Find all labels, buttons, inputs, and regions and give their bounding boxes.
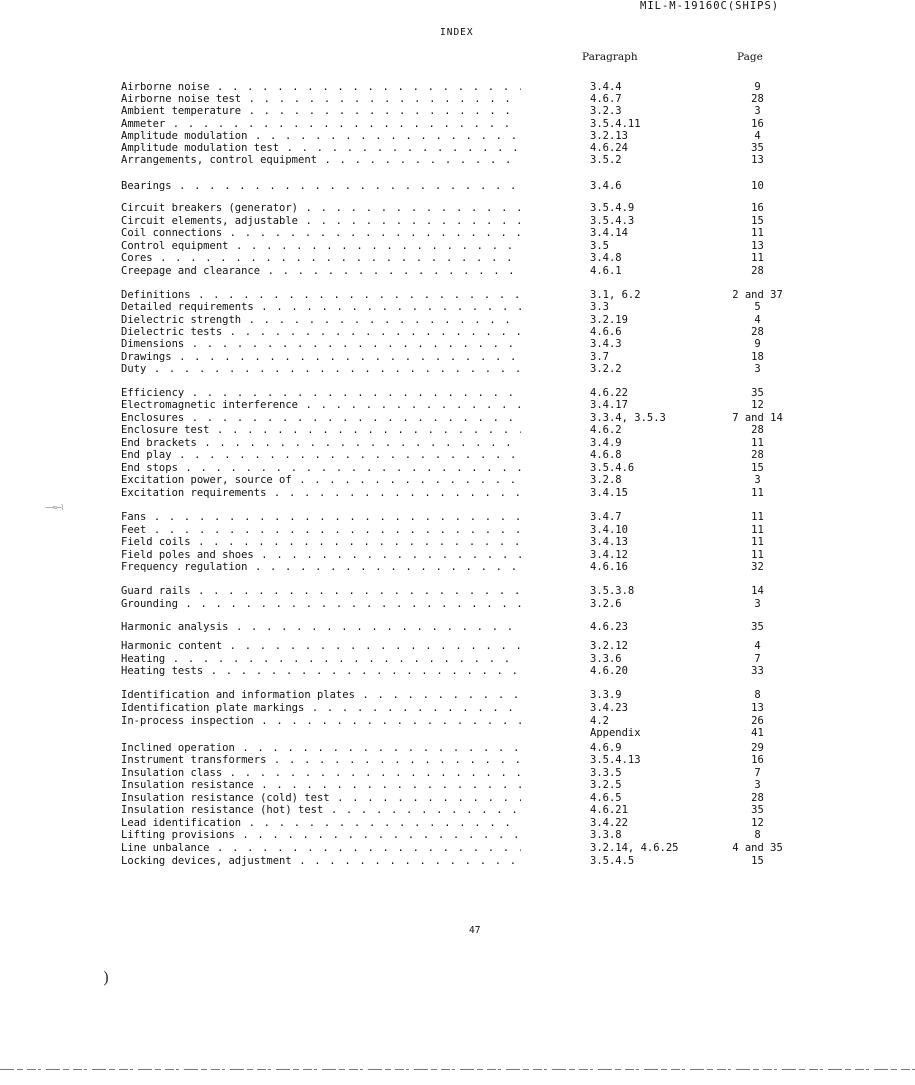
entry-paragraph: 3.5.4.11	[590, 118, 641, 130]
entry-page: 15	[751, 215, 764, 227]
index-entry	[0, 804, 915, 817]
stray-paren-mark: )	[103, 968, 110, 987]
entry-paragraph: 3.7	[590, 351, 609, 363]
entry-paragraph: 3.4.3	[590, 338, 622, 350]
entry-paragraph: 4.6.1	[590, 265, 622, 277]
entry-term: Coil connections . . .	[121, 227, 521, 240]
entry-term: Ambient temperature . . .	[121, 105, 521, 118]
entry-paragraph: 3.1, 6.2	[590, 289, 641, 301]
index-entry	[0, 511, 915, 524]
index-entry	[0, 399, 915, 412]
entry-paragraph: 4.6.8	[590, 449, 622, 461]
entry-page: 15	[751, 462, 764, 474]
entry-term: Identification plate markings . . .	[121, 702, 521, 715]
entry-paragraph: 3.4.14	[590, 227, 628, 239]
entry-term: Lifting provisions . . .	[121, 829, 521, 842]
entry-paragraph: 3.3	[590, 301, 609, 313]
entry-term: Insulation resistance . . .	[121, 779, 521, 792]
entry-page: 4	[754, 640, 761, 652]
entry-paragraph: 3.3.8	[590, 829, 622, 841]
entry-term: Amplitude modulation . . .	[121, 130, 521, 143]
entry-page: 16	[751, 754, 764, 766]
entry-page: 4	[754, 130, 761, 142]
entry-page: 7 and 14	[732, 412, 783, 424]
entry-term: Definitions . . .	[121, 289, 521, 302]
scan-edge-line	[0, 1068, 915, 1071]
entry-term: Creepage and clearance . . .	[121, 265, 521, 278]
index-entry	[0, 363, 915, 376]
document-id: MIL-M-19160C(SHIPS)	[640, 0, 780, 12]
entry-term: Heating . . .	[121, 653, 521, 666]
entry-paragraph: 3.2.2	[590, 363, 622, 375]
entry-paragraph: 3.4.22	[590, 817, 628, 829]
entry-paragraph: 3.4.6	[590, 180, 622, 192]
entry-term: Harmonic analysis . . .	[121, 621, 521, 634]
entry-page: 3	[754, 105, 761, 117]
entry-page: 11	[751, 511, 764, 523]
entry-page: 35	[751, 142, 764, 154]
entry-term: Drawings . . .	[121, 351, 521, 364]
entry-page: 11	[751, 549, 764, 561]
entry-paragraph: 3.3.4, 3.5.3	[590, 412, 666, 424]
index-entry	[0, 449, 915, 462]
entry-paragraph: 4.6.6	[590, 326, 622, 338]
index-entry	[0, 702, 915, 715]
entry-paragraph: 3.4.12	[590, 549, 628, 561]
entry-page: 16	[751, 118, 764, 130]
entry-paragraph: 4.6.7	[590, 93, 622, 105]
entry-page: 35	[751, 387, 764, 399]
index-entry	[0, 665, 915, 678]
entry-page: 11	[751, 524, 764, 536]
paragraph-column-header: Paragraph	[582, 51, 638, 63]
index-entry	[0, 338, 915, 351]
entry-paragraph: 3.4.23	[590, 702, 628, 714]
index-entry	[0, 424, 915, 437]
entry-term: Excitation requirements . . .	[121, 487, 521, 500]
index-entry	[0, 227, 915, 240]
entry-paragraph: 3.2.6	[590, 598, 622, 610]
index-entry	[0, 154, 915, 167]
entry-page: 10	[751, 180, 764, 192]
entry-paragraph: 3.2.13	[590, 130, 628, 142]
index-entry	[0, 842, 915, 855]
entry-page: 11	[751, 252, 764, 264]
entry-term: Guard rails . . .	[121, 585, 521, 598]
entry-page: 18	[751, 351, 764, 363]
entry-page: 3	[754, 779, 761, 791]
entry-term: End brackets . . .	[121, 437, 521, 450]
entry-page: 7	[754, 653, 761, 665]
entry-paragraph: 3.5	[590, 240, 609, 252]
index-entry	[0, 621, 915, 634]
entry-paragraph: 4.6.21	[590, 804, 628, 816]
entry-paragraph: 3.3.5	[590, 767, 622, 779]
entry-term: Airborne noise . . .	[121, 81, 521, 94]
entry-paragraph: 3.4.10	[590, 524, 628, 536]
index-entry	[0, 474, 915, 487]
entry-paragraph: 3.3.6	[590, 653, 622, 665]
entry-term: Locking devices, adjustment . . .	[121, 855, 521, 868]
index-entry	[0, 640, 915, 653]
entry-term: Cores . . .	[121, 252, 521, 265]
entry-term: Detailed requirements . . .	[121, 301, 521, 314]
entry-page: 11	[751, 536, 764, 548]
entry-paragraph: 3.5.4.3	[590, 215, 635, 227]
entry-term: Dimensions . . .	[121, 338, 521, 351]
entry-paragraph: 4.6.9	[590, 742, 622, 754]
entry-page: 28	[751, 326, 764, 338]
index-entry	[0, 727, 915, 740]
entry-term: End stops . . .	[121, 462, 521, 475]
entry-term: Field coils . . .	[121, 536, 521, 549]
entry-paragraph: 4.2	[590, 715, 609, 727]
entry-paragraph: 4.6.16	[590, 561, 628, 573]
entry-paragraph: 4.6.24	[590, 142, 628, 154]
entry-paragraph: Appendix	[590, 727, 641, 739]
index-entry	[0, 487, 915, 500]
index-entry	[0, 561, 915, 574]
entry-paragraph: 4.6.22	[590, 387, 628, 399]
index-entry	[0, 105, 915, 118]
entry-page: 28	[751, 449, 764, 461]
entry-page: 28	[751, 265, 764, 277]
entry-term: Dielectric strength . . .	[121, 314, 521, 327]
index-title: INDEX	[440, 27, 474, 38]
entry-term: Inclined operation . . .	[121, 742, 521, 755]
entry-term: Instrument transformers . . .	[121, 754, 521, 767]
entry-page: 2 and 37	[732, 289, 783, 301]
entry-term: Line unbalance . . .	[121, 842, 521, 855]
entry-page: 35	[751, 621, 764, 633]
entry-term: Heating tests . . .	[121, 665, 521, 678]
entry-paragraph: 3.2.14, 4.6.25	[590, 842, 679, 854]
entry-paragraph: 3.4.13	[590, 536, 628, 548]
entry-paragraph: 4.6.5	[590, 792, 622, 804]
entry-page: 15	[751, 855, 764, 867]
entry-page: 11	[751, 437, 764, 449]
entry-paragraph: 3.3.9	[590, 689, 622, 701]
entry-term: Airborne noise test . . .	[121, 93, 521, 106]
entry-page: 28	[751, 93, 764, 105]
entry-term: Frequency regulation . . .	[121, 561, 521, 574]
entry-page: 8	[754, 829, 761, 841]
entry-paragraph: 3.5.3.8	[590, 585, 635, 597]
entry-term: Insulation resistance (hot) test . . .	[121, 804, 521, 817]
entry-page: 3	[754, 363, 761, 375]
entry-paragraph: 3.2.3	[590, 105, 622, 117]
entry-paragraph: 3.5.2	[590, 154, 622, 166]
entry-page: 7	[754, 767, 761, 779]
entry-paragraph: 3.2.12	[590, 640, 628, 652]
entry-term: Fans . . .	[121, 511, 521, 524]
entry-page: 28	[751, 424, 764, 436]
entry-page: 11	[751, 227, 764, 239]
entry-paragraph: 3.4.7	[590, 511, 622, 523]
entry-term: Circuit elements, adjustable . . .	[121, 215, 521, 228]
index-entry	[0, 829, 915, 842]
entry-page: 33	[751, 665, 764, 677]
entry-term: Field poles and shoes . . .	[121, 549, 521, 562]
index-entry	[0, 855, 915, 868]
entry-term: Circuit breakers (generator) . . .	[121, 202, 521, 215]
entry-page: 4	[754, 314, 761, 326]
entry-term: Enclosure test . . .	[121, 424, 521, 437]
index-entry	[0, 689, 915, 702]
entry-term: Feet . . .	[121, 524, 521, 537]
entry-page: 35	[751, 804, 764, 816]
index-entry	[0, 202, 915, 215]
entry-term: Lead identification . . .	[121, 817, 521, 830]
entry-term: In-process inspection . . .	[121, 715, 521, 728]
entry-page: 12	[751, 817, 764, 829]
entry-page: 12	[751, 399, 764, 411]
entry-term: Duty . . .	[121, 363, 521, 376]
entry-page: 9	[754, 81, 761, 93]
entry-page: 3	[754, 598, 761, 610]
entry-term: Harmonic content . . .	[121, 640, 521, 653]
entry-page: 4 and 35	[732, 842, 783, 854]
entry-page: 3	[754, 474, 761, 486]
entry-paragraph: 3.4.8	[590, 252, 622, 264]
entry-term: Electromagnetic interference . . .	[121, 399, 521, 412]
entry-paragraph: 3.5.4.13	[590, 754, 641, 766]
entry-page: 13	[751, 154, 764, 166]
entry-paragraph: 4.6.23	[590, 621, 628, 633]
entry-paragraph: 3.5.4.9	[590, 202, 635, 214]
entry-term: End play . . .	[121, 449, 521, 462]
entry-page: 8	[754, 689, 761, 701]
entry-term: Efficiency . . .	[121, 387, 521, 400]
entry-term: Control equipment . . .	[121, 240, 521, 253]
entry-paragraph: 3.5.4.6	[590, 462, 635, 474]
entry-term: Insulation class . . .	[121, 767, 521, 780]
entry-page: 29	[751, 742, 764, 754]
entry-term: Arrangements, control equipment . . .	[121, 154, 521, 167]
entry-page: 13	[751, 702, 764, 714]
entry-page: 13	[751, 240, 764, 252]
entry-page: 14	[751, 585, 764, 597]
index-entry	[0, 536, 915, 549]
entry-paragraph: 3.4.17	[590, 399, 628, 411]
index-entry	[0, 252, 915, 265]
entry-page: 32	[751, 561, 764, 573]
entry-paragraph: 4.6.2	[590, 424, 622, 436]
entry-page: 16	[751, 202, 764, 214]
index-entry	[0, 585, 915, 598]
entry-page: 41	[751, 727, 764, 739]
entry-page: 28	[751, 792, 764, 804]
index-entry	[0, 754, 915, 767]
entry-term: Excitation power, source of . . .	[121, 474, 521, 487]
entry-page: 5	[754, 301, 761, 313]
entry-page: 26	[751, 715, 764, 727]
entry-term: Enclosures . . .	[121, 412, 521, 425]
page-number: 47	[469, 925, 481, 936]
entry-paragraph: 4.6.20	[590, 665, 628, 677]
entry-term: Bearings . . .	[121, 180, 521, 193]
entry-paragraph: 3.2.19	[590, 314, 628, 326]
entry-term: Ammeter . . .	[121, 118, 521, 131]
entry-paragraph: 3.4.15	[590, 487, 628, 499]
margin-scribble-mark: ~∽≈∽⌇	[45, 503, 64, 512]
entry-paragraph: 3.2.5	[590, 779, 622, 791]
entry-paragraph: 3.5.4.5	[590, 855, 635, 867]
index-entry	[0, 779, 915, 792]
entry-page: 11	[751, 487, 764, 499]
entry-term: Amplitude modulation test . . .	[121, 142, 521, 155]
page-column-header: Page	[737, 51, 763, 63]
entry-term: Insulation resistance (cold) test . . .	[121, 792, 521, 805]
entry-paragraph: 3.4.9	[590, 437, 622, 449]
index-entry	[0, 598, 915, 611]
entry-term: Identification and information plates . . .	[121, 689, 521, 702]
entry-page: 9	[754, 338, 761, 350]
index-entry	[0, 180, 915, 193]
entry-paragraph: 3.4.4	[590, 81, 622, 93]
index-entry	[0, 301, 915, 314]
entry-term: Dielectric tests . . .	[121, 326, 521, 339]
entry-term: Grounding . . .	[121, 598, 521, 611]
index-entry	[0, 265, 915, 278]
entry-paragraph: 3.2.8	[590, 474, 622, 486]
